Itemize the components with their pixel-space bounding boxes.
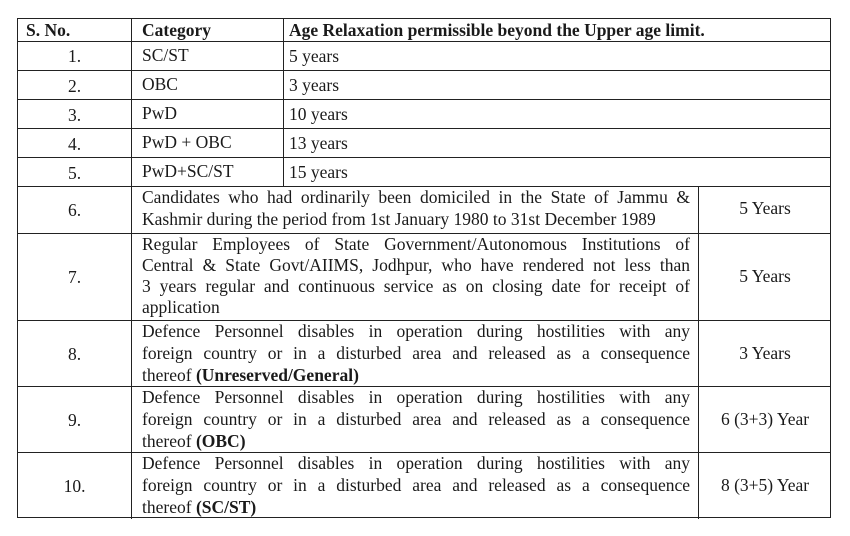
row-category-line: foreign country or in a disturbed area and released as a consequence xyxy=(142,409,690,429)
row-category-line xyxy=(142,497,690,518)
row-sno: 3. xyxy=(67,105,82,125)
row-category-qualifier: (SC/ST) xyxy=(195,497,257,517)
column-divider xyxy=(131,19,132,519)
row-relaxation: 5 Years xyxy=(739,198,791,218)
row-relaxation: 3 Years xyxy=(739,343,791,363)
row-category-line: Defence Personnel disables in operation during hostilities with any xyxy=(142,387,690,407)
row-sno: 10. xyxy=(63,476,86,496)
row-relaxation: 6 (3+3) Year xyxy=(720,409,810,429)
row-category-qualifier: (OBC) xyxy=(195,431,246,451)
row-category-tail: thereof xyxy=(142,497,196,517)
row-category: SC/ST xyxy=(142,45,189,65)
column-divider xyxy=(283,19,284,186)
row-divider xyxy=(18,157,830,158)
row-category: PwD+SC/ST xyxy=(142,161,234,181)
row-sno: 1. xyxy=(67,46,82,66)
header-relaxation: Age Relaxation permissible beyond the Upper age limit. xyxy=(289,20,705,40)
row-category-line: foreign country or in a disturbed area and released as a consequence xyxy=(142,343,690,363)
row-divider xyxy=(18,41,830,42)
row-sno: 4. xyxy=(67,134,82,154)
row-sno: 5. xyxy=(67,163,82,183)
row-sno: 2. xyxy=(67,76,82,96)
row-category-line xyxy=(142,365,690,386)
row-category-qualifier: (Unreserved/General) xyxy=(195,365,359,385)
row-sno: 7. xyxy=(67,267,82,287)
row-relaxation: 5 Years xyxy=(739,266,791,286)
row-relaxation: 15 years xyxy=(289,162,348,182)
row-category-line: Defence Personnel disables in operation during hostilities with any xyxy=(142,321,690,341)
row-relaxation: 13 years xyxy=(289,133,348,153)
row-divider xyxy=(18,128,830,129)
row-sno: 9. xyxy=(67,410,82,430)
row-category-tail: thereof xyxy=(142,431,196,451)
row-category-line: Central & State Govt/AIIMS, Jodhpur, who have rendered not less than xyxy=(142,255,690,275)
row-relaxation: 3 years xyxy=(289,75,340,95)
row-category-line xyxy=(142,431,690,452)
row-category: PwD xyxy=(142,103,178,123)
row-relaxation: 10 years xyxy=(289,104,348,124)
row-category-line: Kashmir during the period from 1st January 1980 to 31st December 1989 xyxy=(142,209,656,229)
row-sno: 8. xyxy=(67,344,82,364)
row-divider xyxy=(18,70,830,71)
header-category: Category xyxy=(142,20,212,40)
row-category: OBC xyxy=(142,74,178,94)
age-relaxation-table xyxy=(17,18,831,518)
row-category-line: 3 years regular and continuous service as on closing date for receipt of xyxy=(142,276,690,296)
row-category-line: Candidates who had ordinarily been domiciled in the State of Jammu & xyxy=(142,187,690,207)
row-category-line: foreign country or in a disturbed area and released as a consequence xyxy=(142,475,690,495)
row-category-line: application xyxy=(142,297,220,317)
row-category: PwD + OBC xyxy=(142,132,232,152)
row-divider xyxy=(18,99,830,100)
row-relaxation: 8 (3+5) Year xyxy=(720,475,810,495)
row-sno: 6. xyxy=(67,200,82,220)
header-sno: S. No. xyxy=(26,20,71,40)
row-category-tail: thereof xyxy=(142,365,196,385)
row-category-line: Defence Personnel disables in operation during hostilities with any xyxy=(142,453,690,473)
row-relaxation: 5 years xyxy=(289,46,340,66)
row-category-line: Regular Employees of State Government/Autonomous Institutions of xyxy=(142,234,690,254)
